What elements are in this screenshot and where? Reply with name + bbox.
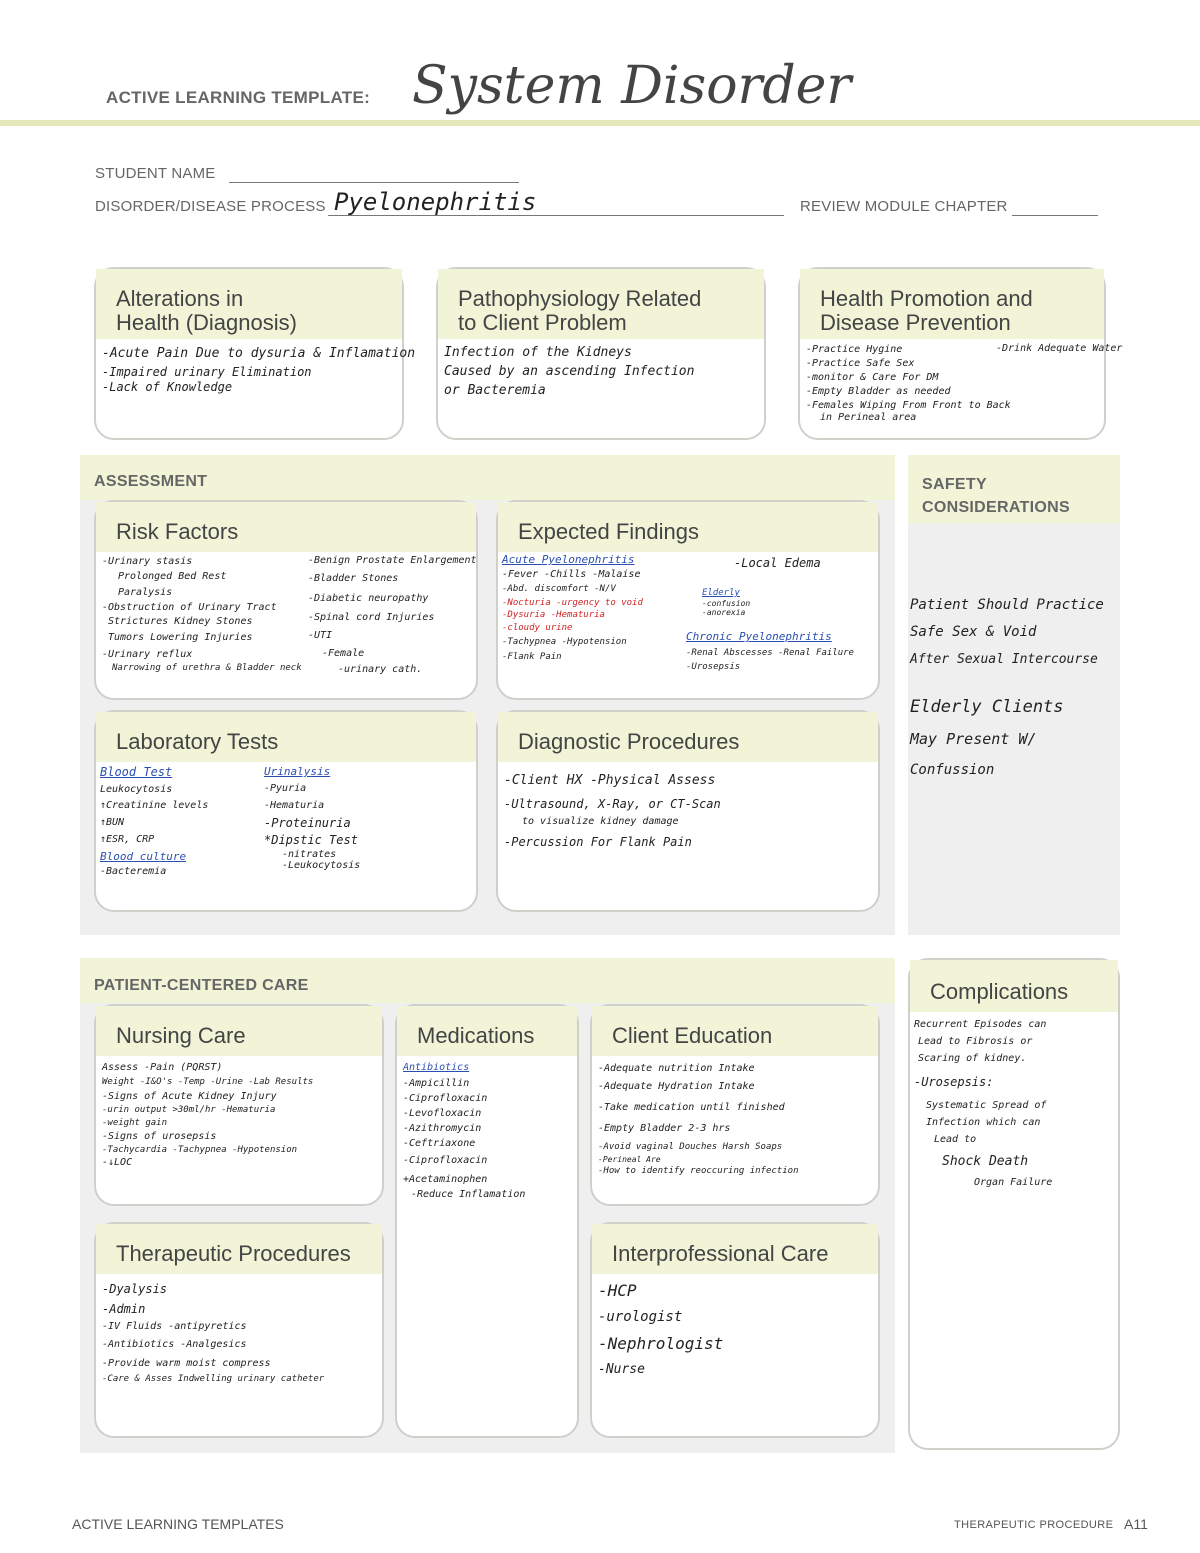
pathophysiology-line: Infection of the Kidneys (444, 345, 632, 361)
risk-factor-line: -UTI (308, 630, 333, 642)
risk-factors-card (94, 500, 478, 700)
risk-factor-line: -Benign Prostate Enlargement (308, 555, 477, 567)
health-promotion-extra: -Drink Adequate Water (996, 343, 1123, 355)
urinalysis-label: Urinalysis (264, 765, 331, 779)
chronic-line: -Urosepsis (686, 662, 741, 673)
education-line: -Take medication until finished (598, 1102, 785, 1114)
risk-factor-line: Prolonged Bed Rest (118, 571, 227, 583)
alterations-card (94, 267, 416, 440)
health-promotion-card (798, 267, 1123, 440)
medication-line: -Ceftriaxone (403, 1138, 476, 1150)
medication-line: -Levofloxacin (403, 1108, 482, 1120)
expected-findings-title: Expected Findings (498, 502, 878, 552)
blood-culture-label: Blood culture (100, 850, 187, 864)
nursing-line: -urin output >30ml/hr -Hematuria (102, 1105, 276, 1116)
nursing-line: Weight -I&O's -Temp -Urine -Lab Results (102, 1077, 314, 1088)
alterations-line: -Impaired urinary Elimination (102, 365, 312, 380)
interprofessional-line: -HCP (598, 1281, 637, 1301)
diagnostic-procedures-title: Diagnostic Procedures (498, 712, 878, 762)
health-promotion-line: in Perineal area (820, 412, 917, 424)
therapeutic-line: -Care & Asses Indwelling urinary catheter (102, 1374, 325, 1385)
lab-line: Leukocytosis (100, 784, 173, 796)
education-line: -Adequate Hydration Intake (598, 1081, 755, 1093)
lab-line: ↑ESR, CRP (100, 834, 155, 846)
nursing-care-card (94, 1004, 384, 1206)
lab-line: -Proteinuria (264, 816, 351, 831)
risk-factor-line: -Spinal cord Injuries (308, 612, 435, 624)
risk-factor-line: Narrowing of urethra & Bladder neck (112, 663, 302, 674)
risk-factor-line: -Diabetic neuropathy (308, 593, 429, 605)
chapter-field[interactable] (1012, 198, 1098, 216)
interprofessional-line: -Nephrologist (598, 1334, 724, 1354)
disorder-value: Pyelonephritis (334, 188, 537, 216)
pathophysiology-card (436, 267, 766, 440)
risk-factor-line: Tumors Lowering Injuries (108, 632, 253, 644)
expected-finding-line: -Flank Pain (502, 652, 562, 663)
complication-line: Infection which can (926, 1117, 1041, 1129)
interprofessional-care-title: Interprofessional Care (592, 1224, 878, 1274)
acute-pyelonephritis-label: Acute Pyelonephritis (502, 553, 635, 567)
safety-text-2: Elderly Clients May Present W/ Confussion (910, 697, 1064, 778)
therapeutic-line: -IV Fluids -antipyretics (102, 1321, 247, 1333)
disorder-label: DISORDER/DISEASE PROCESS (95, 198, 326, 215)
diagnostic-line: -Percussion For Flank Pain (504, 835, 692, 850)
diagnostic-procedures-card (496, 710, 880, 912)
health-promotion-line: -Practice Safe Sex (806, 358, 915, 370)
nursing-care-title: Nursing Care (96, 1006, 382, 1056)
complication-line: Lead to Fibrosis or (918, 1036, 1033, 1048)
footer-page-number: A11 (1124, 1516, 1148, 1532)
nursing-line: -Signs of Acute Kidney Injury (102, 1091, 277, 1103)
nursing-line: -Tachycardia -Tachypnea -Hypotension (102, 1145, 298, 1156)
expected-finding-red-line: -Dysuria -Hematuria (502, 610, 605, 621)
pathophysiology-line: or Bacteremia (444, 383, 546, 399)
complications-title: Complications (910, 960, 1118, 1012)
lab-line: -Hematuria (264, 800, 325, 812)
chronic-line: -Renal Abscesses -Renal Failure (686, 648, 854, 659)
footer-left: ACTIVE LEARNING TEMPLATES (72, 1516, 284, 1532)
expected-finding-line: -Tachypnea -Hypotension (502, 637, 627, 648)
expected-finding-line: -Abd. discomfort -N/V (502, 584, 616, 595)
template-title: System Disorder (412, 56, 852, 116)
patient-care-label: PATIENT-CENTERED CARE (94, 977, 309, 994)
template-label: ACTIVE LEARNING TEMPLATE: (106, 88, 371, 107)
complications-card (908, 958, 1120, 1450)
chronic-pyelonephritis-label: Chronic Pyelonephritis (686, 630, 832, 644)
safety-text-1: Patient Should Practice Safe Sex & Void After Sexual Intercourse (910, 597, 1104, 667)
lab-line: ↑Creatinine levels (100, 800, 209, 812)
complication-line: Organ Failure (974, 1177, 1053, 1189)
therapeutic-procedures-title: Therapeutic Procedures (96, 1224, 382, 1274)
education-line: -Adequate nutrition Intake (598, 1063, 755, 1075)
student-name-label: STUDENT NAME (95, 165, 216, 182)
health-promotion-line: -Empty Bladder as needed (806, 386, 951, 398)
health-promotion-line: -monitor & Care For DM (806, 372, 939, 384)
therapeutic-line: -Dyalysis (102, 1282, 168, 1297)
alterations-title: Alterations in Health (Diagnosis) (96, 269, 402, 339)
pathophysiology-line: Caused by an ascending Infection (444, 364, 695, 380)
client-education-title: Client Education (592, 1006, 878, 1056)
header-rule (0, 120, 1200, 126)
lab-line: -Leukocytosis (282, 860, 361, 872)
elderly-label: Elderly (702, 588, 740, 599)
lab-line: -Pyuria (264, 783, 307, 795)
medication-line: -Reduce Inflamation (411, 1189, 526, 1201)
nursing-line: -weight gain (102, 1118, 168, 1129)
complication-line: Scaring of kidney. (918, 1053, 1027, 1065)
assessment-label: ASSESSMENT (94, 473, 208, 490)
risk-factors-title: Risk Factors (96, 502, 476, 552)
medications-title: Medications (397, 1006, 577, 1056)
safety-label: SAFETY CONSIDERATIONS (922, 476, 1070, 516)
alterations-line: -Lack of Knowledge (102, 380, 233, 395)
lab-line: -Bacteremia (100, 866, 167, 878)
nursing-line: -Signs of urosepsis (102, 1131, 217, 1143)
diagnostic-line: -Ultrasound, X-Ray, or CT-Scan (504, 797, 721, 812)
education-line: -Perineal Are (598, 1155, 661, 1165)
student-name-field[interactable] (229, 165, 519, 183)
elderly-line: -confusion (702, 599, 751, 609)
medication-line: -Azithromycin (403, 1123, 482, 1135)
lab-line: *Dipstic Test (264, 833, 358, 848)
health-promotion-line: -Practice Hygine (806, 344, 903, 356)
lab-line: -nitrates (282, 849, 337, 861)
pathophysiology-title: Pathophysiology Related to Client Problem (438, 269, 764, 339)
interprofessional-care-card (590, 1222, 880, 1438)
risk-factor-line: -urinary cath. (338, 664, 423, 676)
lab-tests-card (94, 710, 478, 912)
therapeutic-line: -Antibiotics -Analgesics (102, 1339, 247, 1351)
complication-line: Shock Death (942, 1154, 1029, 1170)
risk-factor-line: -Urinary reflux (102, 649, 193, 661)
interprofessional-line: -urologist (598, 1309, 683, 1326)
risk-factor-line: Paralysis (118, 587, 173, 599)
elderly-line: -anorexia (702, 608, 746, 618)
expected-findings-card (496, 500, 880, 700)
interprofessional-line: -Nurse (598, 1362, 645, 1378)
risk-factor-line: -Urinary stasis (102, 556, 193, 568)
health-promotion-line: -Females Wiping From Front to Back (806, 400, 1011, 412)
medication-line: -Ampicillin (403, 1078, 470, 1090)
footer-right-label: THERAPEUTIC PROCEDURE (954, 1519, 1114, 1531)
antibiotics-label: Antibiotics (403, 1062, 470, 1074)
expected-finding-red-line: -cloudy urine (502, 623, 573, 634)
risk-factor-line: Strictures Kidney Stones (108, 616, 253, 628)
education-line: -Avoid vaginal Douches Harsh Soaps (598, 1142, 783, 1153)
complication-line: Systematic Spread of (926, 1100, 1047, 1112)
expected-finding-line: -Fever -Chills -Malaise (502, 569, 641, 581)
complication-line: -Urosepsis: (914, 1075, 994, 1090)
blood-test-label: Blood Test (100, 765, 173, 780)
nursing-line: -↓LOC (102, 1157, 133, 1169)
diagnostic-line: -Client HX -Physical Assess (504, 773, 716, 789)
alterations-line: -Acute Pain Due to dysuria & Inflamation (102, 346, 416, 362)
lab-tests-title: Laboratory Tests (96, 712, 476, 762)
education-line: -How to identify reoccuring infection (598, 1166, 799, 1177)
chapter-label: REVIEW MODULE CHAPTER (800, 198, 1008, 215)
therapeutic-line: -Provide warm moist compress (102, 1358, 271, 1370)
education-line: -Empty Bladder 2-3 hrs (598, 1123, 731, 1135)
expected-finding-local: -Local Edema (734, 556, 821, 571)
medication-line: -Ciprofloxacin (403, 1093, 488, 1105)
risk-factor-line: -Obstruction of Urinary Tract (102, 602, 277, 614)
risk-factor-line: -Female (322, 648, 365, 660)
medication-line: -Ciprofloxacin (403, 1155, 488, 1167)
complication-line: Recurrent Episodes can (914, 1019, 1047, 1031)
risk-factor-line: -Bladder Stones (308, 573, 399, 585)
nursing-line: Assess -Pain (PQRST) (102, 1062, 223, 1074)
medication-line: +Acetaminophen (403, 1174, 488, 1186)
diagnostic-line: to visualize kidney damage (522, 816, 679, 828)
therapeutic-procedures-card (94, 1222, 384, 1438)
complication-line: Lead to (934, 1134, 977, 1146)
medications-card (395, 1004, 579, 1438)
health-promotion-title: Health Promotion and Disease Prevention (800, 269, 1104, 339)
lab-line: ↑BUN (100, 817, 125, 829)
therapeutic-line: -Admin (102, 1302, 146, 1317)
expected-finding-red-line: -Nocturia -urgency to void (502, 598, 643, 609)
client-education-card (590, 1004, 880, 1206)
